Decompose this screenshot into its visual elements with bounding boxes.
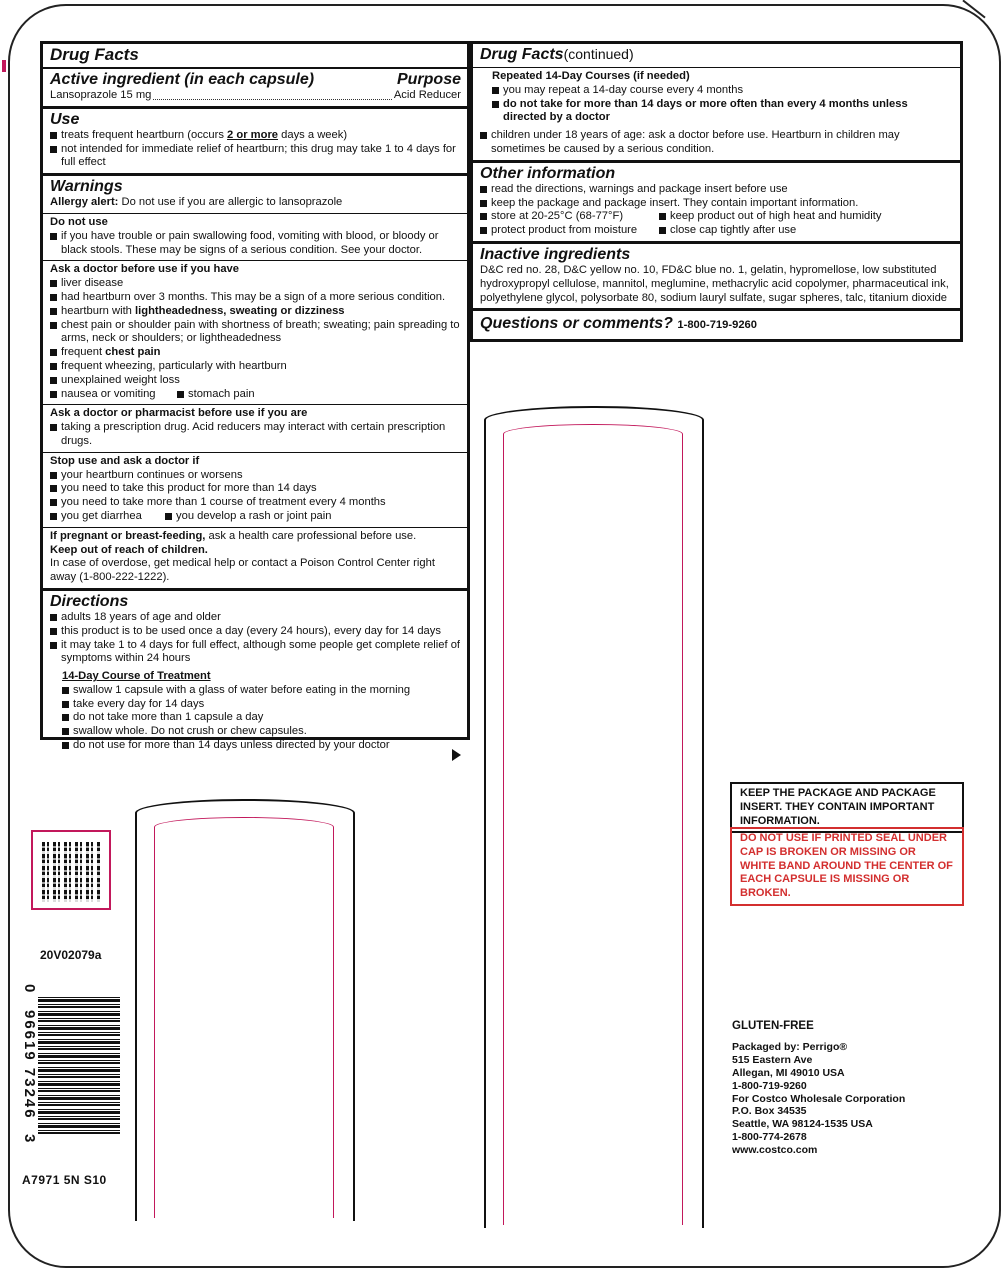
capsule-seal-band xyxy=(154,817,334,1218)
registration-mark xyxy=(2,60,6,72)
do-not-use-item: if you have trouble or pain swallowing food, vomiting with blood, or bloody or black stools. These may be signs of a serious condition. See your doctor. xyxy=(50,230,461,258)
purpose-value: Acid Reducer xyxy=(393,89,461,101)
stop-use-item: your heartburn continues or worsens xyxy=(50,469,461,483)
repeated-courses-item: do not take for more than 14 days or more often than every 4 months unless directed by a doctor xyxy=(492,98,954,126)
course-item: do not use for more than 14 days unless directed by your doctor xyxy=(62,739,461,753)
directions-heading: Directions xyxy=(50,592,129,610)
use-item: treats frequent heartburn (occurs 2 or more days a week) xyxy=(50,129,461,143)
purpose-heading: Purpose xyxy=(396,71,461,88)
panel-title: Drug Facts xyxy=(480,46,564,63)
packager-address xyxy=(732,1020,905,1157)
website-line: www.costco.com xyxy=(732,1144,818,1157)
gluten-free-label: GLUTEN-FREE xyxy=(732,1020,814,1032)
keep-out-of-reach: Keep out of reach of children. xyxy=(50,543,208,556)
stop-use-item: you need to take more than 1 course of treatment every 4 months xyxy=(50,496,461,510)
phone-line: 1-800-774-2678 xyxy=(732,1131,807,1144)
other-information-heading: Other information xyxy=(480,164,616,182)
other-info-item: store at 20-25°C (68-77°F) xyxy=(480,210,659,224)
keep-package-notice: KEEP THE PACKAGE AND PACKAGE INSERT. THEY CONTAIN IMPORTANT INFORMATION. xyxy=(730,782,964,833)
seal-warning-notice: DO NOT USE IF PRINTED SEAL UNDER CAP IS BROKEN OR MISSING OR WHITE BAND AROUND THE CENTER OF EACH CAPSULE IS MISSING OR BROKEN. xyxy=(730,827,964,906)
questions-heading: Questions or comments? xyxy=(480,315,673,333)
address-line: P.O. Box 34535 xyxy=(732,1105,807,1118)
ask-doctor-item: nausea or vomiting xyxy=(50,388,177,402)
course-item: take every day for 14 days xyxy=(62,698,461,712)
active-ingredient-heading: Active ingredient (in each capsule) xyxy=(50,71,315,88)
drug-facts-continued-panel xyxy=(470,41,963,342)
inactive-ingredients-heading: Inactive ingredients xyxy=(480,245,631,263)
course-item: swallow whole. Do not crush or chew capsules. xyxy=(62,725,461,739)
directions-item: this product is to be used once a day (every 24 hours), every day for 14 days xyxy=(50,625,461,639)
address-line: Seattle, WA 98124-1535 USA xyxy=(732,1118,873,1131)
ask-pharmacist-heading: Ask a doctor or pharmacist before use if you are xyxy=(50,407,308,420)
ask-doctor-item: frequent wheezing, particularly with heartburn xyxy=(50,360,461,374)
other-info-item: keep the package and package insert. They contain important information. xyxy=(480,197,954,211)
data-matrix-code xyxy=(31,830,111,910)
panel-title: Drug Facts xyxy=(50,45,139,64)
directions-item: adults 18 years of age and older xyxy=(50,611,461,625)
use-heading: Use xyxy=(50,110,80,128)
course-item: do not take more than 1 capsule a day xyxy=(62,711,461,725)
part-number: A7971 5N S10 xyxy=(22,1173,107,1187)
ask-pharmacist-item: taking a prescription drug. Acid reducers may interact with certain prescription drugs. xyxy=(50,421,461,449)
ask-doctor-heading: Ask a doctor before use if you have xyxy=(50,263,239,276)
continued-arrow-icon xyxy=(452,749,461,761)
active-ingredient: Lansoprazole 15 mg xyxy=(50,89,152,101)
stop-use-item: you get diarrhea xyxy=(50,510,165,524)
stop-use-heading: Stop use and ask a doctor if xyxy=(50,454,200,467)
other-info-item: read the directions, warnings and package insert before use xyxy=(480,183,954,197)
directions-item: it may take 1 to 4 days for full effect, although some people get complete relief of symptoms within 24 hours xyxy=(50,639,461,667)
continued-label: (continued) xyxy=(563,46,634,62)
other-info-item: protect product from moisture xyxy=(480,224,659,238)
ask-doctor-item: frequent chest pain xyxy=(50,346,461,360)
ask-doctor-item: heartburn with lightheadedness, sweating or dizziness xyxy=(50,305,461,319)
ask-doctor-item: unexplained weight loss xyxy=(50,374,461,388)
barcode-digits: 0 96619 73246 3 xyxy=(21,984,38,1143)
stop-use-item: you develop a rash or joint pain xyxy=(165,510,331,524)
other-info-item: keep product out of high heat and humidity xyxy=(659,210,881,224)
course-heading: 14-Day Course of Treatment xyxy=(62,670,211,683)
address-line: For Costco Wholesale Corporation xyxy=(732,1092,906,1105)
children-warning: children under 18 years of age: ask a doctor before use. Heartburn in children may sometimes be caused by a serious condition. xyxy=(480,129,954,157)
ask-doctor-item: chest pain or shoulder pain with shortness of breath; sweating; pain spreading to arms, neck or shoulders; or lightheadedness xyxy=(50,319,461,347)
address-line: Packaged by: Perrigo® xyxy=(732,1040,848,1053)
allergy-alert: Allergy alert: Do not use if you are allergic to lansoprazole xyxy=(50,196,343,209)
warnings-heading: Warnings xyxy=(50,178,123,196)
lot-code: 20V02079a xyxy=(40,948,102,962)
address-line: Allegan, MI 49010 USA xyxy=(732,1066,845,1079)
upc-barcode xyxy=(38,996,120,1134)
overdose-text: In case of overdose, get medical help or contact a Poison Control Center right away (1-800-222-1222). xyxy=(50,557,435,584)
ask-doctor-item: had heartburn over 3 months. This may be a sign of a more serious condition. xyxy=(50,291,461,305)
address-line: 515 Eastern Ave xyxy=(732,1053,813,1066)
do-not-use-heading: Do not use xyxy=(50,215,108,228)
repeated-courses-heading: Repeated 14-Day Courses (if needed) xyxy=(492,70,690,82)
capsule-seal-band xyxy=(503,424,683,1225)
course-item: swallow 1 capsule with a glass of water before eating in the morning xyxy=(62,684,461,698)
active-ingredient-row xyxy=(50,89,461,103)
pregnancy-warning: If pregnant or breast-feeding, ask a health care professional before use. xyxy=(50,529,417,542)
other-info-item: close cap tightly after use xyxy=(659,224,796,238)
ask-doctor-item: liver disease xyxy=(50,277,461,291)
repeated-courses-item: you may repeat a 14-day course every 4 months xyxy=(492,84,954,98)
drug-facts-panel xyxy=(40,41,470,752)
phone-line: 1-800-719-9260 xyxy=(732,1079,807,1092)
ask-doctor-item: stomach pain xyxy=(177,388,255,402)
questions-phone: 1-800-719-9260 xyxy=(677,319,757,332)
inactive-ingredients-text: D&C red no. 28, D&C yellow no. 10, FD&C blue no. 1, gelatin, hypromellose, low substituted hydroxypropyl cellulose, mannitol, meglumine, methacrylic acid copolymer, pharmaceutical ink, polyethylene glycol, polysorbate 80, sodium lauryl sulfate, sugar spheres, talc, titanium dioxide xyxy=(480,263,949,304)
stop-use-item: you need to take this product for more than 14 days xyxy=(50,482,461,496)
use-item: not intended for immediate relief of heartburn; this drug may take 1 to 4 days for full effect xyxy=(50,143,461,171)
